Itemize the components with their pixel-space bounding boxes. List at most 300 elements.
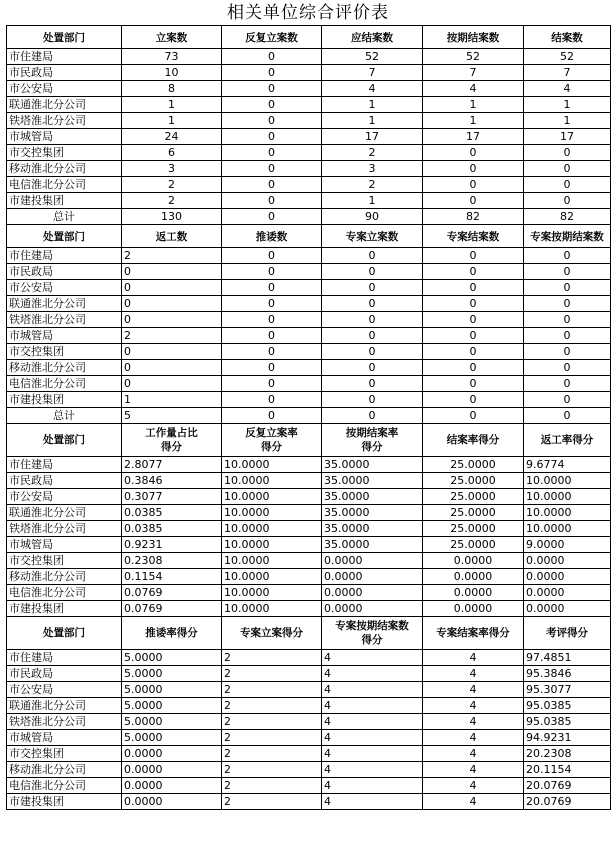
value-cell: 0 [524, 312, 611, 328]
total-row [7, 209, 611, 225]
table-row [7, 376, 611, 392]
column-header: 立案数 [122, 26, 222, 49]
department-cell: 电信淮北分公司 [7, 585, 122, 601]
value-cell: 7 [423, 65, 524, 81]
value-cell: 52 [322, 49, 423, 65]
value-cell: 4 [322, 730, 423, 746]
table-row [7, 360, 611, 376]
column-header: 专案按期结案数 得分 [322, 617, 423, 650]
value-cell: 0 [322, 248, 423, 264]
value-cell: 20.0769 [524, 778, 611, 794]
value-cell: 0.0000 [423, 601, 524, 617]
table-row [7, 457, 611, 473]
value-cell: 5.0000 [122, 666, 222, 682]
page-title: 相关单位综合评价表 [227, 3, 389, 23]
value-cell: 0.0000 [524, 585, 611, 601]
value-cell: 35.0000 [322, 537, 423, 553]
value-cell: 2 [222, 778, 322, 794]
value-cell: 0 [122, 376, 222, 392]
table-row [7, 193, 611, 209]
value-cell: 0 [423, 296, 524, 312]
value-cell: 0 [423, 145, 524, 161]
value-cell: 0 [222, 280, 322, 296]
value-cell: 17 [322, 129, 423, 145]
department-cell: 市住建局 [7, 248, 122, 264]
table-row [7, 730, 611, 746]
value-cell: 0 [524, 280, 611, 296]
table-row [7, 145, 611, 161]
value-cell: 0 [524, 145, 611, 161]
column-header: 专案立案数 [322, 225, 423, 248]
value-cell: 0 [423, 264, 524, 280]
value-cell: 2 [222, 714, 322, 730]
value-cell: 0 [122, 296, 222, 312]
value-cell: 0 [322, 280, 423, 296]
value-cell: 1 [322, 113, 423, 129]
value-cell: 0 [222, 376, 322, 392]
value-cell: 0 [423, 360, 524, 376]
value-cell: 0 [122, 360, 222, 376]
value-cell: 1 [122, 392, 222, 408]
value-cell: 9.0000 [524, 537, 611, 553]
value-cell: 5.0000 [122, 730, 222, 746]
value-cell: 2 [222, 666, 322, 682]
value-cell: 0 [524, 177, 611, 193]
value-cell: 0.0000 [322, 601, 423, 617]
department-cell: 市公安局 [7, 682, 122, 698]
value-cell: 95.0385 [524, 714, 611, 730]
value-cell: 0 [423, 312, 524, 328]
column-header: 返工数 [122, 225, 222, 248]
value-cell: 25.0000 [423, 537, 524, 553]
value-cell: 0 [222, 193, 322, 209]
total-value: 130 [122, 209, 222, 225]
column-header: 工作量占比 得分 [122, 424, 222, 457]
department-cell: 市民政局 [7, 264, 122, 280]
value-cell: 0 [222, 129, 322, 145]
department-cell: 联通淮北分公司 [7, 296, 122, 312]
value-cell: 52 [524, 49, 611, 65]
value-cell: 2 [122, 248, 222, 264]
column-header: 考评得分 [524, 617, 611, 650]
value-cell: 0 [222, 49, 322, 65]
department-cell: 市民政局 [7, 473, 122, 489]
value-cell: 0 [423, 248, 524, 264]
value-cell: 4 [322, 698, 423, 714]
value-cell: 1 [423, 97, 524, 113]
column-header: 结案率得分 [423, 424, 524, 457]
value-cell: 25.0000 [423, 521, 524, 537]
value-cell: 0.0000 [524, 569, 611, 585]
table-row [7, 714, 611, 730]
department-cell: 市建投集团 [7, 193, 122, 209]
department-cell: 市城管局 [7, 537, 122, 553]
department-cell: 电信淮北分公司 [7, 177, 122, 193]
value-cell: 0 [524, 376, 611, 392]
value-cell: 4 [322, 746, 423, 762]
value-cell: 10.0000 [524, 505, 611, 521]
total-value: 0 [322, 408, 423, 424]
column-header: 专案结案数 [423, 225, 524, 248]
value-cell: 2 [122, 328, 222, 344]
table-row [7, 601, 611, 617]
value-cell: 0.0000 [524, 553, 611, 569]
column-header: 按期结案率 得分 [322, 424, 423, 457]
value-cell: 4 [423, 762, 524, 778]
value-cell: 0 [524, 161, 611, 177]
table-row [7, 666, 611, 682]
value-cell: 0 [322, 328, 423, 344]
value-cell: 0.0769 [122, 601, 222, 617]
value-cell: 35.0000 [322, 489, 423, 505]
column-header: 结案数 [524, 26, 611, 49]
table-row [7, 746, 611, 762]
value-cell: 97.4851 [524, 650, 611, 666]
table-row [7, 537, 611, 553]
department-cell: 市交控集团 [7, 145, 122, 161]
department-cell: 市建投集团 [7, 601, 122, 617]
value-cell: 2 [222, 730, 322, 746]
total-value: 82 [423, 209, 524, 225]
value-cell: 4 [423, 682, 524, 698]
department-cell: 市住建局 [7, 49, 122, 65]
department-cell: 市民政局 [7, 666, 122, 682]
value-cell: 20.1154 [524, 762, 611, 778]
value-cell: 0.0000 [122, 794, 222, 810]
value-cell: 10.0000 [524, 473, 611, 489]
value-cell: 7 [524, 65, 611, 81]
value-cell: 8 [122, 81, 222, 97]
value-cell: 35.0000 [322, 521, 423, 537]
value-cell: 35.0000 [322, 505, 423, 521]
value-cell: 2 [322, 145, 423, 161]
evaluation-table [6, 25, 611, 810]
department-cell: 移动淮北分公司 [7, 161, 122, 177]
value-cell: 0 [222, 161, 322, 177]
value-cell: 0.3846 [122, 473, 222, 489]
value-cell: 20.0769 [524, 794, 611, 810]
value-cell: 0 [122, 280, 222, 296]
value-cell: 2 [222, 762, 322, 778]
value-cell: 0 [222, 177, 322, 193]
value-cell: 2 [222, 698, 322, 714]
value-cell: 10.0000 [222, 585, 322, 601]
value-cell: 0 [322, 296, 423, 312]
value-cell: 0 [524, 344, 611, 360]
value-cell: 10.0000 [222, 457, 322, 473]
value-cell: 0.0000 [122, 762, 222, 778]
value-cell: 4 [423, 746, 524, 762]
value-cell: 0 [423, 344, 524, 360]
value-cell: 9.6774 [524, 457, 611, 473]
total-label: 总计 [7, 209, 122, 225]
value-cell: 0 [222, 264, 322, 280]
department-cell: 市公安局 [7, 280, 122, 296]
table-row [7, 49, 611, 65]
table-row [7, 489, 611, 505]
value-cell: 0.0000 [423, 569, 524, 585]
total-value: 0 [222, 209, 322, 225]
value-cell: 10.0000 [222, 537, 322, 553]
value-cell: 4 [423, 730, 524, 746]
value-cell: 4 [322, 81, 423, 97]
table-row [7, 161, 611, 177]
value-cell: 0.0000 [122, 746, 222, 762]
department-cell: 市城管局 [7, 328, 122, 344]
value-cell: 4 [322, 682, 423, 698]
total-label: 总计 [7, 408, 122, 424]
department-cell: 市交控集团 [7, 553, 122, 569]
column-header: 处置部门 [7, 424, 122, 457]
value-cell: 17 [524, 129, 611, 145]
value-cell: 4 [423, 81, 524, 97]
total-value: 5 [122, 408, 222, 424]
department-cell: 市公安局 [7, 489, 122, 505]
value-cell: 24 [122, 129, 222, 145]
value-cell: 0.9231 [122, 537, 222, 553]
value-cell: 25.0000 [423, 505, 524, 521]
value-cell: 10.0000 [524, 489, 611, 505]
value-cell: 1 [322, 193, 423, 209]
value-cell: 4 [423, 778, 524, 794]
value-cell: 25.0000 [423, 457, 524, 473]
department-cell: 联通淮北分公司 [7, 698, 122, 714]
value-cell: 5.0000 [122, 682, 222, 698]
department-cell: 铁塔淮北分公司 [7, 312, 122, 328]
table-row [7, 794, 611, 810]
value-cell: 0.1154 [122, 569, 222, 585]
value-cell: 10.0000 [222, 521, 322, 537]
value-cell: 0 [222, 97, 322, 113]
value-cell: 2 [222, 650, 322, 666]
value-cell: 4 [423, 714, 524, 730]
value-cell: 95.3077 [524, 682, 611, 698]
value-cell: 7 [322, 65, 423, 81]
column-header: 处置部门 [7, 225, 122, 248]
value-cell: 0.0000 [122, 778, 222, 794]
value-cell: 0 [423, 328, 524, 344]
total-value: 0 [524, 408, 611, 424]
section4-header-row [7, 617, 611, 650]
column-header: 推诿数 [222, 225, 322, 248]
department-cell: 铁塔淮北分公司 [7, 714, 122, 730]
value-cell: 0 [524, 360, 611, 376]
table-row [7, 129, 611, 145]
value-cell: 2 [122, 193, 222, 209]
value-cell: 0 [524, 193, 611, 209]
table-row [7, 553, 611, 569]
department-cell: 市交控集团 [7, 344, 122, 360]
table-row [7, 778, 611, 794]
section1-header-row [7, 26, 611, 49]
department-cell: 市建投集团 [7, 392, 122, 408]
value-cell: 4 [423, 794, 524, 810]
value-cell: 10.0000 [222, 553, 322, 569]
value-cell: 10.0000 [222, 505, 322, 521]
table-row [7, 344, 611, 360]
department-cell: 市城管局 [7, 129, 122, 145]
department-cell: 移动淮北分公司 [7, 360, 122, 376]
total-value: 0 [423, 408, 524, 424]
column-header: 专案按期结案数 [524, 225, 611, 248]
value-cell: 0 [524, 248, 611, 264]
value-cell: 0 [423, 392, 524, 408]
value-cell: 4 [322, 778, 423, 794]
column-header: 按期结案数 [423, 26, 524, 49]
value-cell: 4 [423, 650, 524, 666]
value-cell: 0 [222, 113, 322, 129]
table-row [7, 473, 611, 489]
table-row [7, 762, 611, 778]
value-cell: 10.0000 [524, 521, 611, 537]
value-cell: 2 [122, 177, 222, 193]
value-cell: 5.0000 [122, 714, 222, 730]
value-cell: 35.0000 [322, 457, 423, 473]
value-cell: 0.0000 [322, 569, 423, 585]
column-header: 处置部门 [7, 26, 122, 49]
table-row [7, 569, 611, 585]
column-header: 应结案数 [322, 26, 423, 49]
column-header: 推诿率得分 [122, 617, 222, 650]
column-header: 反复立案数 [222, 26, 322, 49]
value-cell: 4 [322, 762, 423, 778]
value-cell: 0.0769 [122, 585, 222, 601]
value-cell: 0 [423, 280, 524, 296]
table-row [7, 113, 611, 129]
table-row [7, 97, 611, 113]
value-cell: 0 [322, 344, 423, 360]
value-cell: 0.0000 [322, 553, 423, 569]
value-cell: 0.3077 [122, 489, 222, 505]
department-cell: 移动淮北分公司 [7, 762, 122, 778]
value-cell: 94.9231 [524, 730, 611, 746]
value-cell: 0 [222, 328, 322, 344]
value-cell: 4 [423, 666, 524, 682]
value-cell: 1 [322, 97, 423, 113]
value-cell: 1 [524, 113, 611, 129]
table-row [7, 328, 611, 344]
table-row [7, 585, 611, 601]
value-cell: 2.8077 [122, 457, 222, 473]
value-cell: 2 [222, 682, 322, 698]
total-value: 0 [222, 408, 322, 424]
value-cell: 0 [524, 328, 611, 344]
value-cell: 0 [322, 392, 423, 408]
department-cell: 市建投集团 [7, 794, 122, 810]
column-header: 反复立案率 得分 [222, 424, 322, 457]
department-cell: 电信淮北分公司 [7, 376, 122, 392]
section2-header-row [7, 225, 611, 248]
table-row [7, 248, 611, 264]
department-cell: 铁塔淮北分公司 [7, 521, 122, 537]
department-cell: 铁塔淮北分公司 [7, 113, 122, 129]
value-cell: 0 [524, 392, 611, 408]
column-header: 专案立案得分 [222, 617, 322, 650]
value-cell: 0 [222, 248, 322, 264]
value-cell: 0 [222, 360, 322, 376]
value-cell: 0 [322, 312, 423, 328]
column-header: 专案结案率得分 [423, 617, 524, 650]
value-cell: 10.0000 [222, 569, 322, 585]
value-cell: 0 [322, 360, 423, 376]
value-cell: 0.0000 [524, 601, 611, 617]
value-cell: 0 [222, 81, 322, 97]
value-cell: 1 [122, 97, 222, 113]
value-cell: 17 [423, 129, 524, 145]
table-row [7, 264, 611, 280]
department-cell: 市城管局 [7, 730, 122, 746]
department-cell: 市公安局 [7, 81, 122, 97]
total-value: 82 [524, 209, 611, 225]
table-row [7, 392, 611, 408]
value-cell: 3 [322, 161, 423, 177]
value-cell: 2 [322, 177, 423, 193]
value-cell: 4 [423, 698, 524, 714]
value-cell: 0.0385 [122, 521, 222, 537]
table-row [7, 177, 611, 193]
value-cell: 0 [122, 312, 222, 328]
column-header: 返工率得分 [524, 424, 611, 457]
value-cell: 0 [322, 264, 423, 280]
value-cell: 5.0000 [122, 698, 222, 714]
table-row [7, 280, 611, 296]
value-cell: 1 [423, 113, 524, 129]
value-cell: 0 [524, 296, 611, 312]
value-cell: 3 [122, 161, 222, 177]
department-cell: 移动淮北分公司 [7, 569, 122, 585]
column-header: 处置部门 [7, 617, 122, 650]
table-row [7, 296, 611, 312]
section3-header-row [7, 424, 611, 457]
value-cell: 2 [222, 746, 322, 762]
value-cell: 10.0000 [222, 489, 322, 505]
value-cell: 0 [423, 193, 524, 209]
value-cell: 0.0000 [322, 585, 423, 601]
department-cell: 联通淮北分公司 [7, 505, 122, 521]
department-cell: 电信淮北分公司 [7, 778, 122, 794]
table-row [7, 521, 611, 537]
value-cell: 52 [423, 49, 524, 65]
value-cell: 0 [423, 161, 524, 177]
value-cell: 0 [423, 376, 524, 392]
table-row [7, 682, 611, 698]
value-cell: 0 [322, 376, 423, 392]
total-value: 90 [322, 209, 423, 225]
value-cell: 20.2308 [524, 746, 611, 762]
value-cell: 10.0000 [222, 601, 322, 617]
value-cell: 0 [524, 264, 611, 280]
value-cell: 4 [524, 81, 611, 97]
value-cell: 2 [222, 794, 322, 810]
value-cell: 95.3846 [524, 666, 611, 682]
value-cell: 4 [322, 794, 423, 810]
table-row [7, 505, 611, 521]
value-cell: 1 [524, 97, 611, 113]
table-row [7, 650, 611, 666]
value-cell: 0.2308 [122, 553, 222, 569]
total-row [7, 408, 611, 424]
value-cell: 35.0000 [322, 473, 423, 489]
table-row [7, 81, 611, 97]
value-cell: 0 [423, 177, 524, 193]
value-cell: 5.0000 [122, 650, 222, 666]
value-cell: 25.0000 [423, 473, 524, 489]
department-cell: 市民政局 [7, 65, 122, 81]
value-cell: 1 [122, 113, 222, 129]
value-cell: 0 [222, 296, 322, 312]
value-cell: 10.0000 [222, 473, 322, 489]
value-cell: 0 [222, 65, 322, 81]
